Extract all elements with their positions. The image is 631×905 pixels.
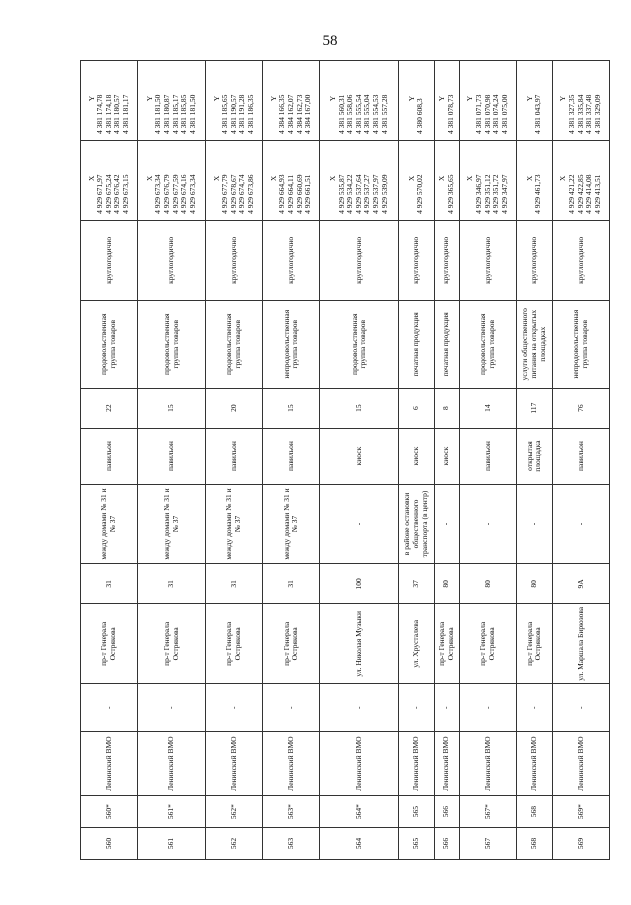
scheme-number: 567*	[459, 796, 516, 828]
y-coordinate-value: 4 381 070,98	[482, 94, 492, 135]
row-number: 560	[81, 828, 138, 860]
y-coordinate-value: 4 381 174,18	[103, 94, 113, 135]
x-axis-label: X	[211, 175, 221, 182]
object-type-cell: открытая площадка	[516, 428, 552, 484]
y-coordinate-value: 4 381 560,31	[336, 94, 346, 135]
district-cell: Ленинский ВМО	[398, 732, 434, 796]
district-cell: Ленинский ВМО	[138, 732, 206, 796]
object-type-cell: павильон	[206, 428, 263, 484]
street-cell: ул. Хрусталева	[398, 604, 434, 684]
table-row	[206, 61, 263, 860]
house-number-cell: 9А	[552, 564, 609, 604]
scheme-number: 566	[434, 796, 459, 828]
district-empty-cell: -	[263, 684, 320, 732]
y-coordinate-value: 4 381 555,54	[353, 94, 363, 135]
object-type-cell: киоск	[434, 428, 459, 484]
street-cell: пр-т Генерала Острякова	[516, 604, 552, 684]
specialization-cell: услуги общественного питания на открытых площадках	[516, 300, 552, 388]
street-cell: пр-т Генерала Острякова	[206, 604, 263, 684]
x-coordinate-value: 4 929 661,51	[303, 174, 313, 214]
period-cell: круглогодично	[434, 220, 459, 300]
y-axis-label: Y	[437, 95, 447, 102]
table-row	[516, 61, 552, 860]
period-cell: круглогодично	[206, 220, 263, 300]
y-coordinate-value: 4 381 078,73	[445, 94, 455, 135]
specialization-cell: продовольственная группа товаров	[459, 300, 516, 388]
y-coordinate-value: 4 381 181,50	[153, 94, 163, 135]
house-number-cell: 100	[320, 564, 399, 604]
y-coordinates-cell	[263, 61, 320, 141]
x-coordinates-cell	[552, 141, 609, 221]
object-type-cell: киоск	[398, 428, 434, 484]
area-cell: 8	[434, 388, 459, 428]
x-coordinate-value: 4 929 347,97	[499, 174, 509, 214]
y-axis-label: Y	[406, 95, 416, 102]
y-coordinate-value: 4 381 191,28	[237, 94, 247, 135]
x-coordinate-value: 4 929 351,12	[482, 174, 492, 214]
period-cell: круглогодично	[552, 220, 609, 300]
y-coordinate-value: 4 384 162,07	[285, 94, 295, 135]
x-coordinates-cell	[434, 141, 459, 221]
object-type-cell: павильон	[138, 428, 206, 484]
scheme-number: 560*	[81, 796, 138, 828]
object-type-cell: павильон	[263, 428, 320, 484]
period-cell: круглогодично	[263, 220, 320, 300]
table-row	[459, 61, 516, 860]
object-type-cell: павильон	[81, 428, 138, 484]
y-axis-label: Y	[144, 95, 154, 102]
house-number-cell: 31	[81, 564, 138, 604]
specialization-cell: печатная продукция	[434, 300, 459, 388]
area-cell: 14	[459, 388, 516, 428]
y-coordinate-value: 4 381 181,50	[187, 94, 197, 135]
house-number-cell: 80	[516, 564, 552, 604]
location-cell: между домами № 31 и № 37	[263, 484, 320, 564]
trade-objects-table	[80, 60, 610, 860]
y-axis-label: Y	[465, 95, 475, 102]
x-coordinate-value: 4 929 537,64	[353, 174, 363, 214]
x-axis-label: X	[558, 175, 568, 182]
location-cell: -	[459, 484, 516, 564]
y-axis-label: Y	[268, 95, 278, 102]
x-coordinates-cell	[516, 141, 552, 221]
x-coordinate-value: 4 929 676,79	[161, 174, 171, 214]
table-row	[263, 61, 320, 860]
area-cell: 6	[398, 388, 434, 428]
y-axis-label: Y	[86, 95, 96, 102]
y-coordinate-value: 4 384 166,35	[277, 94, 287, 135]
row-number: 565	[398, 828, 434, 860]
district-empty-cell: -	[459, 684, 516, 732]
x-coordinates-cell	[81, 141, 138, 221]
table-row	[398, 61, 434, 860]
street-cell: ул. Маршала Бирюзова	[552, 604, 609, 684]
y-coordinate-value: 4 381 185,85	[179, 94, 189, 135]
scheme-number: 569*	[552, 796, 609, 828]
y-coordinate-value: 4 381 329,09	[592, 94, 602, 135]
district-empty-cell: -	[320, 684, 399, 732]
street-cell: ул. Николая Музыки	[320, 604, 399, 684]
location-cell: -	[434, 484, 459, 564]
x-coordinate-value: 4 929 677,79	[220, 174, 230, 214]
period-cell: круглогодично	[81, 220, 138, 300]
x-coordinates-cell	[138, 141, 206, 221]
specialization-cell: продовольственная группа товаров	[138, 300, 206, 388]
y-coordinate-value: 4 381 554,53	[371, 94, 381, 135]
row-number: 562	[206, 828, 263, 860]
scheme-number: 568	[516, 796, 552, 828]
district-empty-cell: -	[206, 684, 263, 732]
y-coordinates-cell	[81, 61, 138, 141]
y-coordinates-cell	[552, 61, 609, 141]
y-coordinate-value: 4 381 335,84	[575, 94, 585, 135]
y-axis-label: Y	[524, 95, 534, 102]
object-type-cell: киоск	[320, 428, 399, 484]
house-number-cell: 80	[459, 564, 516, 604]
y-coordinates-cell	[206, 61, 263, 141]
x-coordinate-value: 4 929 675,24	[103, 174, 113, 214]
location-cell: между домами № 31 и № 37	[206, 484, 263, 564]
row-number: 568	[516, 828, 552, 860]
y-coordinate-value: 4 381 337,48	[584, 94, 594, 135]
x-coordinate-value: 4 929 539,09	[379, 174, 389, 214]
y-coordinates-cell	[434, 61, 459, 141]
period-cell: круглогодично	[398, 220, 434, 300]
x-axis-label: X	[86, 175, 96, 182]
x-axis-label: X	[144, 175, 154, 182]
area-cell: 15	[320, 388, 399, 428]
district-cell: Ленинский ВМО	[263, 732, 320, 796]
y-coordinate-value: 4 381 180,57	[112, 94, 122, 135]
y-coordinate-value: 4 381 180,87	[161, 94, 171, 135]
x-coordinate-value: 4 929 413,51	[592, 174, 602, 214]
x-axis-label: X	[327, 175, 337, 182]
district-empty-cell: -	[434, 684, 459, 732]
rotated-table-container	[80, 60, 610, 860]
x-coordinate-value: 4 929 671,97	[95, 174, 105, 214]
location-cell: -	[516, 484, 552, 564]
house-number-cell: 31	[206, 564, 263, 604]
y-coordinate-value: 4 381 190,57	[228, 94, 238, 135]
district-cell: Ленинский ВМО	[320, 732, 399, 796]
y-coordinate-value: 4 381 181,17	[121, 94, 131, 135]
y-coordinate-value: 4 384 167,00	[303, 94, 313, 135]
street-cell: пр-т Генерала Острякова	[81, 604, 138, 684]
district-cell: Ленинский ВМО	[434, 732, 459, 796]
x-coordinate-value: 4 929 673,34	[153, 174, 163, 214]
object-type-cell: павильон	[552, 428, 609, 484]
table-row	[320, 61, 399, 860]
district-cell: Ленинский ВМО	[459, 732, 516, 796]
x-coordinates-cell	[263, 141, 320, 221]
x-coordinate-value: 4 929 664,11	[285, 174, 295, 214]
area-cell: 15	[263, 388, 320, 428]
y-axis-label: Y	[558, 95, 568, 102]
area-cell: 15	[138, 388, 206, 428]
district-cell: Ленинский ВМО	[516, 732, 552, 796]
specialization-cell: непродовольственная группа товаров	[552, 300, 609, 388]
x-coordinate-value: 4 929 422,85	[575, 174, 585, 214]
y-axis-label: Y	[327, 95, 337, 102]
x-coordinate-value: 4 929 664,93	[277, 174, 287, 214]
district-cell: Ленинский ВМО	[206, 732, 263, 796]
y-coordinate-value: 4 381 174,78	[95, 94, 105, 135]
location-cell: между домами № 31 и № 37	[81, 484, 138, 564]
y-coordinates-cell	[459, 61, 516, 141]
x-coordinates-cell	[320, 141, 399, 221]
specialization-cell: продовольственная группа товаров	[81, 300, 138, 388]
x-coordinate-value: 4 929 351,72	[491, 174, 501, 214]
period-cell: круглогодично	[459, 220, 516, 300]
location-cell: -	[552, 484, 609, 564]
y-coordinate-value: 4 381 327,35	[566, 94, 576, 135]
area-cell: 22	[81, 388, 138, 428]
y-axis-label: Y	[211, 95, 221, 102]
district-cell: Ленинский ВМО	[81, 732, 138, 796]
district-empty-cell: -	[81, 684, 138, 732]
x-coordinate-value: 4 929 673,86	[246, 174, 256, 214]
scheme-number: 565	[398, 796, 434, 828]
y-coordinates-cell	[320, 61, 399, 141]
y-coordinate-value: 4 381 186,35	[246, 94, 256, 135]
specialization-cell: продовольственная группа товаров	[206, 300, 263, 388]
period-cell: круглогодично	[320, 220, 399, 300]
row-number: 566	[434, 828, 459, 860]
scheme-number: 562*	[206, 796, 263, 828]
y-coordinate-value: 4 381 558,06	[345, 94, 355, 135]
x-coordinates-cell	[459, 141, 516, 221]
y-coordinate-value: 4 380 608,3	[415, 98, 425, 135]
object-type-cell: павильон	[459, 428, 516, 484]
x-axis-label: X	[437, 175, 447, 182]
y-coordinate-value: 4 381 071,73	[473, 94, 483, 135]
x-coordinate-value: 4 929 673,34	[187, 174, 197, 214]
row-number: 563	[263, 828, 320, 860]
area-cell: 117	[516, 388, 552, 428]
x-axis-label: X	[465, 175, 475, 182]
x-coordinate-value: 4 929 676,42	[112, 174, 122, 214]
x-coordinate-value: 4 929 414,08	[584, 174, 594, 214]
house-number-cell: 31	[263, 564, 320, 604]
table-row	[552, 61, 609, 860]
district-empty-cell: -	[398, 684, 434, 732]
specialization-cell: печатная продукция	[398, 300, 434, 388]
y-coordinate-value: 4 381 557,28	[379, 94, 389, 135]
x-coordinate-value: 4 929 535,87	[336, 174, 346, 214]
x-coordinate-value: 4 929 346,97	[473, 174, 483, 214]
x-coordinate-value: 4 929 673,15	[121, 174, 131, 214]
location-cell: -	[320, 484, 399, 564]
row-number: 561	[138, 828, 206, 860]
x-coordinate-value: 4 929 677,59	[170, 174, 180, 214]
location-cell: между домами № 31 и № 37	[138, 484, 206, 564]
page-number: 58	[322, 33, 338, 49]
x-coordinate-value: 4 929 678,67	[228, 174, 238, 214]
district-empty-cell: -	[516, 684, 552, 732]
x-coordinate-value: 4 929 534,22	[345, 174, 355, 214]
y-coordinates-cell	[398, 61, 434, 141]
x-coordinate-value: 4 929 421,22	[566, 174, 576, 214]
y-coordinate-value: 4 381 075,00	[499, 94, 509, 135]
table-row	[138, 61, 206, 860]
period-cell: круглогодично	[516, 220, 552, 300]
y-coordinates-cell	[516, 61, 552, 141]
table-body	[81, 61, 610, 860]
house-number-cell: 31	[138, 564, 206, 604]
y-coordinate-value: 4 381 043,97	[533, 94, 543, 135]
district-empty-cell: -	[138, 684, 206, 732]
area-cell: 76	[552, 388, 609, 428]
street-cell: пр-т Генерала Острякова	[138, 604, 206, 684]
table-row	[434, 61, 459, 860]
row-number: 569	[552, 828, 609, 860]
x-coordinate-value: 4 929 537,27	[362, 174, 372, 214]
x-coordinate-value: 4 929 660,69	[294, 174, 304, 214]
location-cell: в районе остановки общественного транспорта (в центр)	[398, 484, 434, 564]
x-coordinate-value: 4 929 365,65	[445, 174, 455, 214]
scheme-number: 561*	[138, 796, 206, 828]
x-coordinate-value: 4 929 570,02	[415, 174, 425, 214]
y-coordinate-value: 4 381 185,17	[170, 94, 180, 135]
period-cell: круглогодично	[138, 220, 206, 300]
house-number-cell: 80	[434, 564, 459, 604]
x-coordinate-value: 4 929 461,73	[533, 174, 543, 214]
x-axis-label: X	[268, 175, 278, 182]
district-empty-cell: -	[552, 684, 609, 732]
y-coordinate-value: 4 381 555,04	[362, 94, 372, 135]
row-number: 567	[459, 828, 516, 860]
area-cell: 20	[206, 388, 263, 428]
x-coordinates-cell	[398, 141, 434, 221]
street-cell: пр-т Генерала Острякова	[434, 604, 459, 684]
scheme-number: 564*	[320, 796, 399, 828]
x-coordinates-cell	[206, 141, 263, 221]
street-cell: пр-т Генерала Острякова	[263, 604, 320, 684]
district-cell: Ленинский ВМО	[552, 732, 609, 796]
table-row	[81, 61, 138, 860]
x-coordinate-value: 4 929 537,97	[371, 174, 381, 214]
x-axis-label: X	[524, 175, 534, 182]
street-cell: пр-т Генерала Острякова	[459, 604, 516, 684]
y-coordinate-value: 4 381 074,24	[491, 94, 501, 135]
x-coordinate-value: 4 929 674,16	[179, 174, 189, 214]
y-coordinate-value: 4 384 162,73	[294, 94, 304, 135]
house-number-cell: 37	[398, 564, 434, 604]
x-coordinate-value: 4 929 674,74	[237, 174, 247, 214]
x-axis-label: X	[406, 175, 416, 182]
y-coordinates-cell	[138, 61, 206, 141]
scheme-number: 563*	[263, 796, 320, 828]
row-number: 564	[320, 828, 399, 860]
specialization-cell: непродовольственная группа товаров	[263, 300, 320, 388]
specialization-cell: продовольственная группа товаров	[320, 300, 399, 388]
y-coordinate-value: 4 381 185,65	[220, 94, 230, 135]
